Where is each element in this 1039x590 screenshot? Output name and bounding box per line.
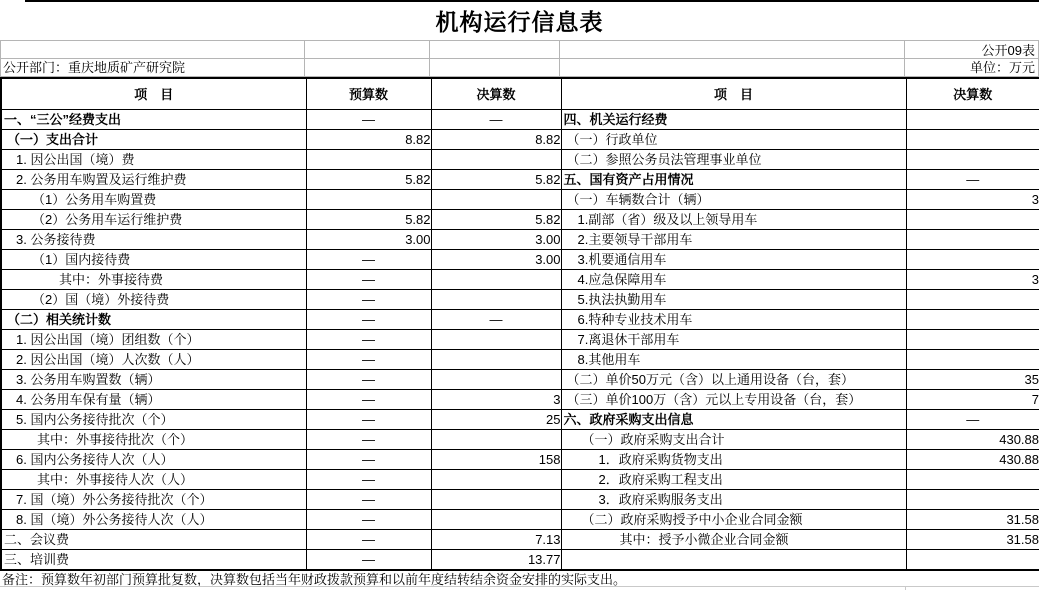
item-label-right: 7.离退休干部用车: [561, 329, 906, 349]
meta-row-code: [0, 40, 1039, 59]
budget-value: 5.82: [306, 209, 431, 229]
final-value-right: [906, 489, 1039, 509]
budget-value: —: [306, 529, 431, 549]
table-row: [1, 309, 1039, 329]
item-label-left: 5. 国内公务接待批次（个）: [1, 409, 306, 429]
final-value-right: 31.58: [906, 529, 1039, 549]
col-header-budget: 预算数: [306, 78, 431, 109]
meta-rows: [0, 40, 1039, 77]
table-row: [1, 509, 1039, 529]
budget-value: —: [306, 549, 431, 570]
table-row: [1, 389, 1039, 409]
item-label-right: 6.特种专业技术用车: [561, 309, 906, 329]
table-code: 公开09表: [905, 40, 1039, 59]
footnote: 备注：预算数年初部门预算批复数，决算数包括当年财政拨款预算和以前年度结转结余资金安排的实际支出。: [2, 571, 627, 587]
table-row: [1, 269, 1039, 289]
table-row: [1, 429, 1039, 449]
table-row: [1, 169, 1039, 189]
item-label-left: 2. 公务用车购置及运行维护费: [1, 169, 306, 189]
budget-value: 3.00: [306, 229, 431, 249]
item-label-right: 8.其他用车: [561, 349, 906, 369]
final-value-right: [906, 109, 1039, 129]
col-header-final-right: 决算数: [906, 78, 1039, 109]
item-label-right: （一）车辆数合计（辆）: [561, 189, 906, 209]
final-value-left: 5.82: [431, 209, 561, 229]
final-value-right: 7: [906, 389, 1039, 409]
table-row: [1, 149, 1039, 169]
budget-value: —: [306, 469, 431, 489]
final-value-left: [431, 349, 561, 369]
budget-value: —: [306, 369, 431, 389]
item-label-right: 四、机关运行经费: [561, 109, 906, 129]
unit-label: 单位：万元: [905, 59, 1039, 77]
item-label-left: 三、培训费: [1, 549, 306, 570]
item-label-left: （一）支出合计: [1, 129, 306, 149]
item-label-left: 3. 公务用车购置数（辆）: [1, 369, 306, 389]
table-row: [1, 289, 1039, 309]
budget-value: —: [306, 429, 431, 449]
item-label-left: 7. 国（境）外公务接待批次（个）: [1, 489, 306, 509]
item-label-left: 8. 国（境）外公务接待人次（人）: [1, 509, 306, 529]
final-value-left: [431, 509, 561, 529]
item-label-right: （一）行政单位: [561, 129, 906, 149]
final-value-left: 3.00: [431, 249, 561, 269]
final-value-right: [906, 349, 1039, 369]
final-value-left: —: [431, 309, 561, 329]
table-row: [1, 489, 1039, 509]
meta-cell-empty: [305, 59, 430, 77]
budget-value: —: [306, 349, 431, 369]
meta-cell-empty: [560, 59, 905, 77]
final-value-right: [906, 129, 1039, 149]
table-row: [1, 369, 1039, 389]
item-label-left: （2）公务用车运行维护费: [1, 209, 306, 229]
final-value-left: 7.13: [431, 529, 561, 549]
final-value-right: [906, 549, 1039, 570]
table-row: [1, 249, 1039, 269]
item-label-right: （二）政府采购授予中小企业合同金额: [561, 509, 906, 529]
item-label-left: 其中：外事接待人次（人）: [1, 469, 306, 489]
item-label-left: 其中：外事接待费: [1, 269, 306, 289]
item-label-right: （二）参照公务员法管理事业单位: [561, 149, 906, 169]
item-label-right: 2．政府采购工程支出: [561, 469, 906, 489]
budget-value: —: [306, 509, 431, 529]
item-label-right: （三）单价100万（含）元以上专用设备（台，套）: [561, 389, 906, 409]
budget-value: —: [306, 269, 431, 289]
item-label-left: 一、“三公”经费支出: [1, 109, 306, 129]
item-label-left: 3. 公务接待费: [1, 229, 306, 249]
item-label-right: 五、国有资产占用情况: [561, 169, 906, 189]
item-label-left: 二、会议费: [1, 529, 306, 549]
final-value-right: [906, 329, 1039, 349]
final-value-left: [431, 269, 561, 289]
budget-value: —: [306, 489, 431, 509]
item-label-right: 2.主要领导干部用车: [561, 229, 906, 249]
final-value-right: [906, 249, 1039, 269]
final-value-right: [906, 289, 1039, 309]
final-value-left: 25: [431, 409, 561, 429]
budget-value: —: [306, 289, 431, 309]
final-value-right: 31.58: [906, 509, 1039, 529]
department-label: 公开部门：重庆地质矿产研究院: [0, 59, 305, 77]
bottom-gridline: [0, 586, 1039, 587]
col-header-item-left: 项 目: [1, 78, 306, 109]
meta-cell-empty: [305, 40, 430, 59]
item-label-left: 2. 因公出国（境）人次数（人）: [1, 349, 306, 369]
item-label-left: 其中：外事接待批次（个）: [1, 429, 306, 449]
final-value-left: [431, 369, 561, 389]
table-row: [1, 329, 1039, 349]
budget-value: —: [306, 109, 431, 129]
item-label-left: 6. 国内公务接待人次（人）: [1, 449, 306, 469]
final-value-left: [431, 289, 561, 309]
budget-value: —: [306, 409, 431, 429]
budget-value: —: [306, 309, 431, 329]
item-label-right: 1．政府采购货物支出: [561, 449, 906, 469]
budget-value: —: [306, 449, 431, 469]
meta-row-department: [0, 59, 1039, 77]
meta-cell-empty: [430, 40, 560, 59]
item-label-right: 1.副部（省）级及以上领导用车: [561, 209, 906, 229]
item-label-left: 1. 因公出国（境）团组数（个）: [1, 329, 306, 349]
final-value-right: 35: [906, 369, 1039, 389]
budget-value: —: [306, 249, 431, 269]
table-row: [1, 209, 1039, 229]
table-row: [1, 349, 1039, 369]
final-value-right: [906, 469, 1039, 489]
final-value-left: —: [431, 109, 561, 129]
table-row: [1, 129, 1039, 149]
table-row: [1, 189, 1039, 209]
item-label-right: 3．政府采购服务支出: [561, 489, 906, 509]
item-label-right: 5.执法执勤用车: [561, 289, 906, 309]
col-header-item-right: 项 目: [561, 78, 906, 109]
table-row: [1, 469, 1039, 489]
budget-value: —: [306, 329, 431, 349]
top-rule: [25, 0, 1039, 2]
meta-cell-empty: [0, 40, 305, 59]
final-value-left: 3.00: [431, 229, 561, 249]
final-value-right: [906, 209, 1039, 229]
table-row: [1, 409, 1039, 429]
header-row: [1, 78, 1039, 109]
table-row: [1, 229, 1039, 249]
meta-cell-empty: [560, 40, 905, 59]
meta-cell-empty: [430, 59, 560, 77]
final-value-right: —: [906, 409, 1039, 429]
final-value-left: [431, 429, 561, 449]
item-label-left: （2）国（境）外接待费: [1, 289, 306, 309]
final-value-left: [431, 149, 561, 169]
final-value-left: [431, 329, 561, 349]
table-row: [1, 529, 1039, 549]
table-row: [1, 109, 1039, 129]
final-value-right: 430.88: [906, 449, 1039, 469]
item-label-left: 4. 公务用车保有量（辆）: [1, 389, 306, 409]
bottom-gridline-stub: [905, 586, 906, 590]
page-title: 机构运行信息表: [435, 9, 604, 35]
final-value-left: [431, 469, 561, 489]
item-label-left: （二）相关统计数: [1, 309, 306, 329]
final-value-left: 13.77: [431, 549, 561, 570]
final-value-right: 430.88: [906, 429, 1039, 449]
item-label-right: 3.机要通信用车: [561, 249, 906, 269]
budget-value: 8.82: [306, 129, 431, 149]
final-value-left: 8.82: [431, 129, 561, 149]
final-value-right: 3: [906, 189, 1039, 209]
budget-value: —: [306, 389, 431, 409]
final-value-left: [431, 189, 561, 209]
final-value-left: 5.82: [431, 169, 561, 189]
budget-value: 5.82: [306, 169, 431, 189]
final-value-left: 158: [431, 449, 561, 469]
item-label-right: 六、政府采购支出信息: [561, 409, 906, 429]
final-value-right: [906, 149, 1039, 169]
item-label-right: [561, 549, 906, 570]
item-label-left: 1. 因公出国（境）费: [1, 149, 306, 169]
budget-value: [306, 149, 431, 169]
col-header-final-left: 决算数: [431, 78, 561, 109]
item-label-left: （1）国内接待费: [1, 249, 306, 269]
budget-value: [306, 189, 431, 209]
item-label-right: （二）单价50万元（含）以上通用设备（台，套）: [561, 369, 906, 389]
item-label-right: 4.应急保障用车: [561, 269, 906, 289]
item-label-right: （一）政府采购支出合计: [561, 429, 906, 449]
table-row: [1, 449, 1039, 469]
final-value-right: [906, 309, 1039, 329]
final-value-right: [906, 229, 1039, 249]
item-label-right: 其中：授予小微企业合同金额: [561, 529, 906, 549]
item-label-left: （1）公务用车购置费: [1, 189, 306, 209]
final-value-left: [431, 489, 561, 509]
info-table: [0, 77, 1039, 571]
final-value-left: 3: [431, 389, 561, 409]
table-row: [1, 549, 1039, 570]
final-value-right: —: [906, 169, 1039, 189]
final-value-right: 3: [906, 269, 1039, 289]
